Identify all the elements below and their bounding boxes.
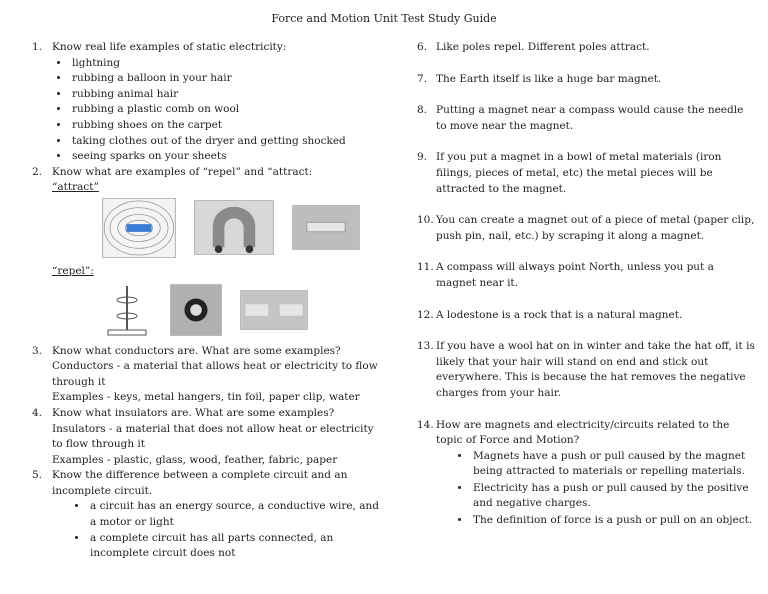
right-column bbox=[417, 40, 757, 546]
question-5 bbox=[32, 468, 382, 562]
repel-label: “repel”: bbox=[52, 264, 94, 277]
question-text: The Earth itself is like a huge bar magnet. bbox=[436, 72, 662, 85]
question-text: Like poles repel. Different poles attract. bbox=[436, 41, 650, 53]
question-14 bbox=[417, 418, 757, 530]
question-number: 1. bbox=[32, 41, 43, 53]
question-number: 7. bbox=[417, 72, 428, 85]
question-text: Know what are examples of “repel” and “attract: bbox=[52, 165, 313, 178]
question-number: 8. bbox=[417, 104, 428, 117]
field-lines-image bbox=[102, 198, 176, 258]
list-item: • a circuit has an energy source, a conductive wire, and a motor or light bbox=[88, 499, 382, 530]
left-column bbox=[32, 40, 382, 562]
force-list bbox=[436, 449, 757, 529]
list-item: • Electricity has a push or pull caused by the positive and negative charges. bbox=[471, 481, 757, 512]
list-item: • a complete circuit has all parts connected, an incomplete circuit does not bbox=[88, 531, 382, 562]
question-text: A lodestone is a rock that is a natural magnet. bbox=[436, 308, 683, 321]
question-4 bbox=[32, 406, 382, 468]
list-item: • rubbing shoes on the carpet bbox=[70, 118, 382, 134]
attract-label: “attract” bbox=[52, 181, 99, 194]
repel-images bbox=[102, 282, 382, 338]
question-text: You can create a magnet out of a piece of metal (paper clip, push pin, nail, etc.) by scraping it along a magnet. bbox=[436, 214, 755, 242]
question-text: If you put a magnet in a bowl of metal materials (iron filings, pieces of metal, etc) the metal pieces will be attracted to the magnet. bbox=[436, 151, 722, 195]
list-item: • taking clothes out of the dryer and getting shocked bbox=[70, 134, 382, 150]
page-title: Force and Motion Unit Test Study Guide bbox=[271, 12, 497, 25]
list-item: • seeing sparks on your sheets bbox=[70, 149, 382, 165]
question-text: Know the difference between a complete circuit and an incomplete circuit. bbox=[52, 469, 348, 497]
question-text: If you have a wool hat on in winter and take the hat off, it is likely that your hair will stand on end and stick out everywhere. This is because the hat removes the negative charges from your hair. bbox=[436, 340, 755, 399]
question-number: 10. bbox=[417, 214, 434, 227]
repel-filings-image bbox=[170, 284, 222, 336]
question-7 bbox=[417, 72, 757, 88]
question-number: 4. bbox=[32, 406, 43, 419]
question-1 bbox=[32, 40, 382, 165]
question-number: 9. bbox=[417, 151, 428, 164]
question-2 bbox=[32, 165, 382, 338]
horseshoe-magnet-image bbox=[194, 200, 274, 255]
ring-magnets-image bbox=[102, 282, 152, 338]
conductor-definition: Conductors - a material that allows heat or electricity to flow through it bbox=[52, 360, 378, 388]
list-item: • rubbing animal hair bbox=[70, 87, 382, 103]
question-3 bbox=[32, 344, 382, 406]
question-number: 11. bbox=[417, 261, 434, 274]
question-11 bbox=[417, 260, 757, 291]
insulator-definition: Insulators - a material that does not allow heat or electricity to flow through it bbox=[52, 422, 374, 451]
bar-magnet-filings-image bbox=[292, 205, 360, 250]
list-item: • Magnets have a push or pull caused by the magnet being attracted to materials or repelling materials. bbox=[471, 449, 757, 480]
list-item: • The definition of force is a push or pull on an object. bbox=[471, 513, 757, 529]
question-13 bbox=[417, 339, 757, 401]
circuit-list bbox=[52, 499, 382, 561]
question-10 bbox=[417, 213, 757, 244]
attract-images bbox=[102, 198, 382, 258]
question-number: 6. bbox=[417, 41, 428, 53]
question-number: 13. bbox=[417, 340, 434, 353]
question-number: 14. bbox=[417, 418, 434, 431]
question-12 bbox=[417, 308, 757, 324]
question-text: How are magnets and electricity/circuits related to the topic of Force and Motion? bbox=[436, 418, 730, 447]
list-item: • rubbing a balloon in your hair bbox=[70, 71, 382, 87]
question-number: 5. bbox=[32, 469, 43, 482]
question-text: Know real life examples of static electricity: bbox=[52, 41, 287, 53]
question-text: Putting a magnet near a compass would cause the needle to move near the magnet. bbox=[436, 104, 744, 132]
conductor-examples: Examples - keys, metal hangers, tin foil, paper clip, water bbox=[52, 391, 360, 404]
question-number: 2. bbox=[32, 165, 43, 178]
static-examples-list bbox=[52, 56, 382, 165]
question-number: 12. bbox=[417, 308, 434, 321]
question-6 bbox=[417, 40, 757, 56]
insulator-examples: Examples - plastic, glass, wood, feather, fabric, paper bbox=[52, 453, 338, 466]
list-item: • lightning bbox=[70, 56, 382, 72]
question-text: A compass will always point North, unless you put a magnet near it. bbox=[436, 261, 714, 289]
question-text: Know what conductors are. What are some examples? bbox=[52, 344, 341, 357]
repel-bars-image bbox=[240, 290, 308, 330]
list-item: • rubbing a plastic comb on wool bbox=[70, 102, 382, 118]
question-text: Know what insulators are. What are some examples? bbox=[52, 406, 335, 419]
question-8 bbox=[417, 103, 757, 134]
question-number: 3. bbox=[32, 344, 43, 357]
question-9 bbox=[417, 150, 757, 197]
